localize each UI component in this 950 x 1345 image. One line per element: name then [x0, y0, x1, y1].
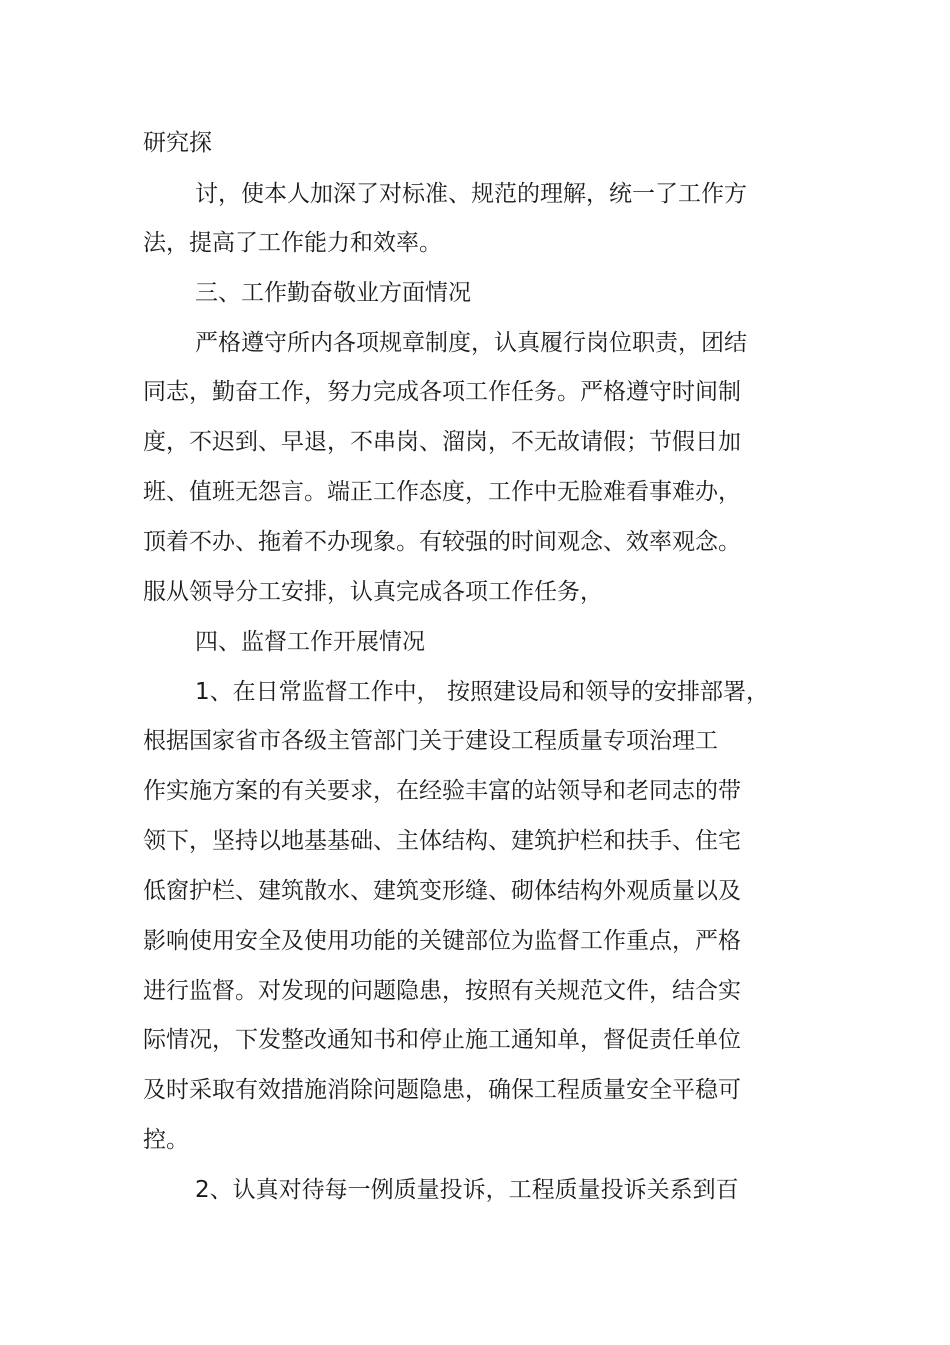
text-line: 1、在日常监督工作中， 按照建设局和领导的安排部署， [195, 679, 769, 705]
text-line: 度，不迟到、早退，不串岗、溜岗，不无故请假；节假日加 [143, 429, 741, 455]
text-line: 低窗护栏、建筑散水、建筑变形缝、砌体结构外观质量以及 [143, 878, 741, 904]
text-line: 根据国家省市各级主管部门关于建设工程质量专项治理工 [143, 728, 718, 754]
section-heading: 三、工作勤奋敬业方面情况 [195, 280, 471, 306]
text-line: 及时采取有效措施消除问题隐患，确保工程质量安全平稳可 [143, 1077, 741, 1103]
text-line: 严格遵守所内各项规章制度，认真履行岗位职责，团结 [195, 330, 747, 356]
text-line: 进行监督。对发现的问题隐患，按照有关规范文件，结合实 [143, 978, 741, 1004]
text-line: 影响使用安全及使用功能的关键部位为监督工作重点，严格 [143, 928, 741, 954]
text-line: 服从领导分工安排，认真完成各项工作任务， [143, 579, 603, 605]
text-line: 班、值班无怨言。端正工作态度，工作中无脸难看事难办， [143, 479, 741, 505]
text-line: 2、认真对待每一例质量投诉，工程质量投诉关系到百 [195, 1177, 739, 1203]
text-line: 控。 [143, 1127, 189, 1153]
text-line: 法，提高了工作能力和效率。 [143, 230, 442, 256]
text-line: 作实施方案的有关要求，在经验丰富的站领导和老同志的带 [143, 778, 741, 804]
text-line: 际情况，下发整改通知书和停止施工通知单，督促责任单位 [143, 1027, 741, 1053]
text-line: 同志，勤奋工作，努力完成各项工作任务。严格遵守时间制 [143, 379, 741, 405]
text-line: 研究探 [143, 130, 212, 156]
text-line: 领下，坚持以地基基础、主体结构、建筑护栏和扶手、住宅 [143, 828, 741, 854]
section-heading: 四、监督工作开展情况 [195, 629, 425, 655]
text-line: 顶着不办、拖着不办现象。有较强的时间观念、效率观念。 [143, 529, 741, 555]
text-line: 讨，使本人加深了对标准、规范的理解，统一了工作方 [195, 181, 747, 207]
